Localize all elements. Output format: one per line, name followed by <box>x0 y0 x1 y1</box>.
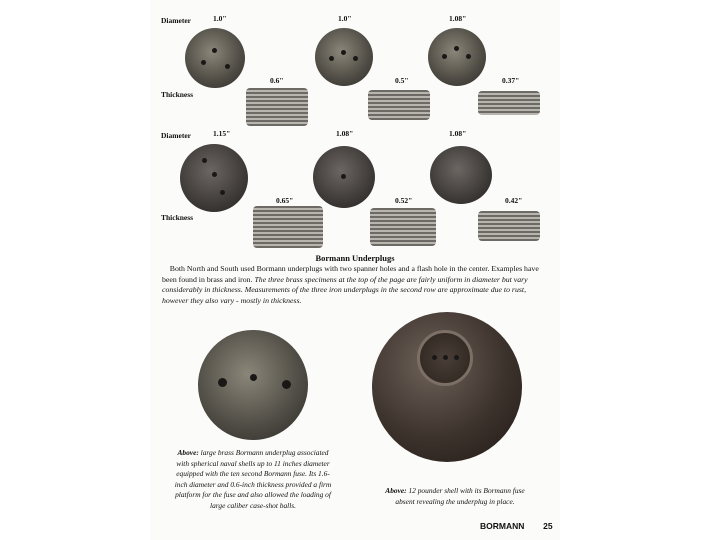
spanner-hole <box>220 190 225 195</box>
right-photo-caption <box>375 486 535 507</box>
body-paragraph <box>162 264 552 306</box>
footer-section: BORMANN <box>480 521 525 531</box>
thickness-label-row2: Thickness <box>161 213 194 222</box>
thickness-value: 0.6" <box>270 76 284 85</box>
thickness-value: 0.52" <box>395 196 413 205</box>
caption-text: large brass Bormann underplug associated with spherical naval shells up to 11 inches diameter equipped with the ten second Bormann fuse. Its 1.6-inch diameter and 0.6-inch thickness provided a firm platform for the fuse and also allowed the loading of large caliber case-shot balls. <box>174 448 332 510</box>
spanner-hole <box>353 56 358 61</box>
spanner-hole <box>282 380 291 389</box>
page-footer <box>480 521 553 531</box>
flash-hole <box>212 172 217 177</box>
thickness-label-row1: Thickness <box>161 90 194 99</box>
flash-hole <box>341 174 346 179</box>
threaded-side-photo <box>368 90 430 120</box>
diameter-value: 1.08" <box>449 129 467 138</box>
brass-underplug-photo <box>185 28 245 88</box>
fuse-socket <box>417 330 473 386</box>
left-photo-caption <box>173 448 333 511</box>
thickness-value: 0.42" <box>505 196 523 205</box>
flash-hole <box>250 374 257 381</box>
spanner-hole <box>202 158 207 163</box>
diameter-label-row2: Diameter <box>161 131 191 140</box>
spanner-hole <box>201 60 206 65</box>
spanner-hole <box>442 54 447 59</box>
iron-underplug-photo <box>313 146 375 208</box>
caption-text: 12 pounder shell with its Bormann fuse absent revealing the underplug in place. <box>395 486 525 506</box>
diameter-label-row1: Diameter <box>161 16 191 25</box>
spanner-hole <box>329 56 334 61</box>
diameter-value: 1.0" <box>338 14 352 23</box>
threaded-side-photo <box>253 206 323 248</box>
body-italic-text: The three brass specimens at the top of the page are fairly uniform in diameter but vary considerably in thickness. Measurements of the three iron underplugs in the second row are approximate due to rust, however they also vary - mostly in thickness. <box>162 274 528 305</box>
diameter-value: 1.08" <box>336 129 354 138</box>
spanner-hole <box>225 64 230 69</box>
flash-hole <box>341 50 346 55</box>
spanner-hole <box>466 54 471 59</box>
spanner-hole <box>454 355 459 360</box>
12-pounder-shell-photo <box>372 312 522 462</box>
section-title: Bormann Underplugs <box>315 253 395 263</box>
caption-lead: Above: <box>177 448 199 457</box>
caption-lead: Above: <box>385 486 407 495</box>
thickness-value: 0.65" <box>276 196 294 205</box>
diameter-value: 1.15" <box>213 129 231 138</box>
thickness-value: 0.5" <box>395 76 409 85</box>
threaded-side-photo <box>246 88 308 126</box>
diameter-value: 1.0" <box>213 14 227 23</box>
iron-underplug-photo <box>180 144 248 212</box>
threaded-side-photo <box>478 211 540 241</box>
iron-underplug-photo <box>430 146 492 204</box>
large-brass-underplug-photo <box>198 330 308 440</box>
brass-underplug-photo <box>428 28 486 86</box>
page-number: 25 <box>543 521 553 531</box>
flash-hole <box>212 48 217 53</box>
spanner-hole <box>432 355 437 360</box>
spanner-hole <box>218 378 227 387</box>
brass-underplug-photo <box>315 28 373 86</box>
thickness-value: 0.37" <box>502 76 520 85</box>
threaded-side-photo <box>478 91 540 115</box>
flash-hole <box>454 46 459 51</box>
threaded-side-photo <box>370 208 436 246</box>
body-plain-text: Both North and South used Bormann underplugs with two spanner holes and a flash hole in the center. Examples have been found in brass and iron. <box>162 264 539 284</box>
diameter-value: 1.08" <box>449 14 467 23</box>
flash-hole <box>443 355 448 360</box>
